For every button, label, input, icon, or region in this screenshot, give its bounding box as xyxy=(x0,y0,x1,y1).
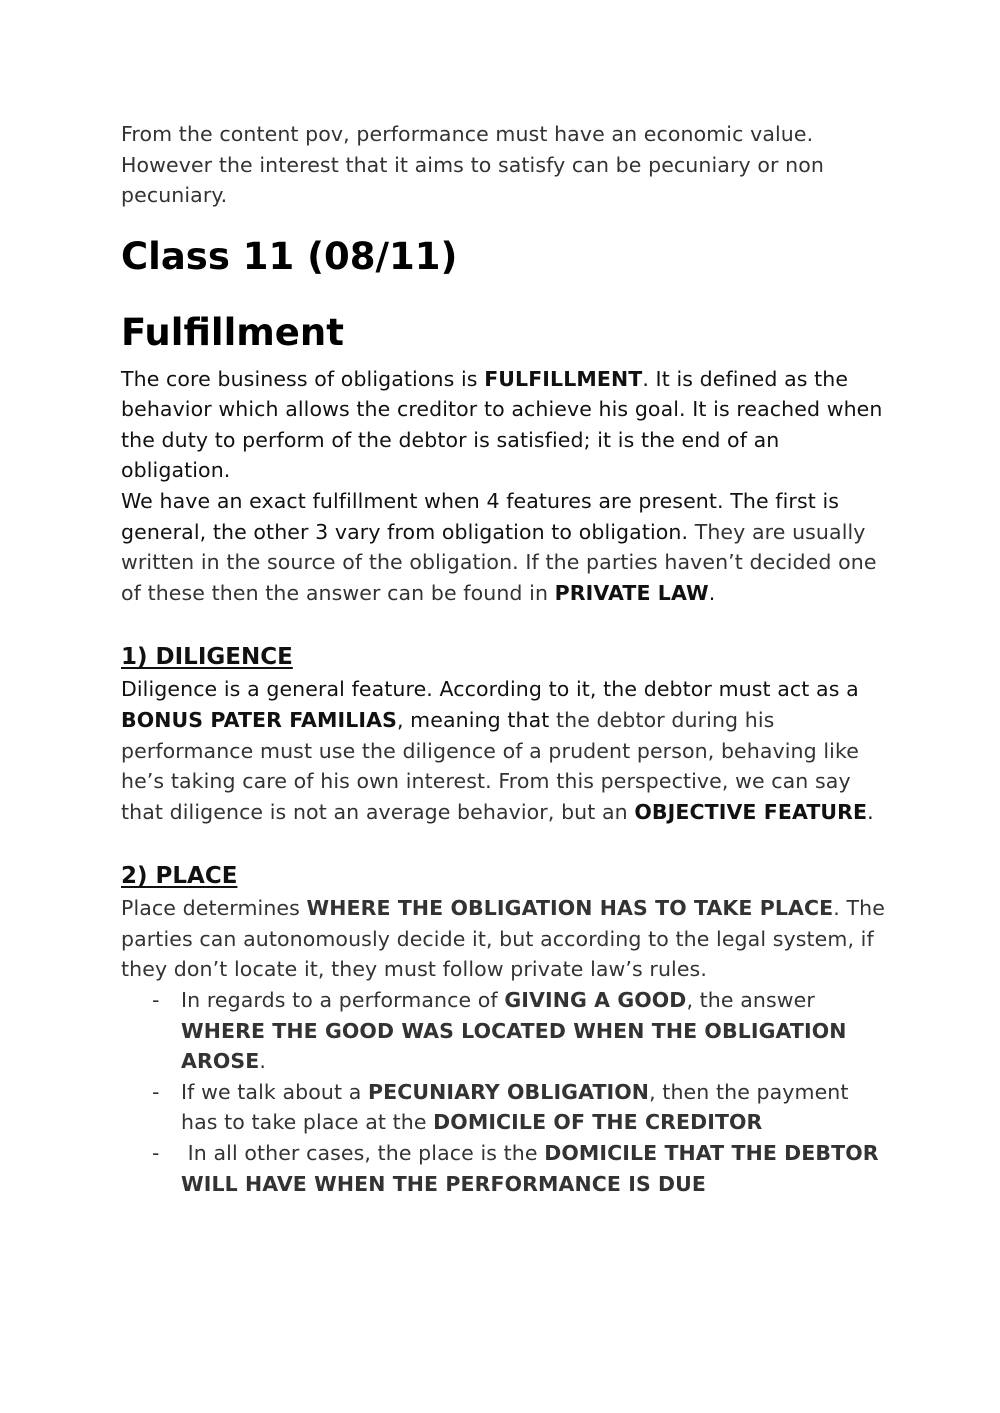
item-bold-b: DOMICILE THAT THE DEBTOR WILL HAVE WHEN THE PERFORMANCE IS DUE xyxy=(181,1141,879,1196)
place-text-a: Place determines xyxy=(121,896,307,921)
diligence-bold-2: OBJECTIVE FEATURE xyxy=(634,799,868,824)
item-text-a: In all other cases, the place is the xyxy=(181,1141,545,1166)
diligence-text-a: Diligence is a general feature. According to it, the debtor must act as a xyxy=(121,677,859,702)
item-text-c: , then the payment has to take place at the xyxy=(181,1079,849,1135)
fulfillment-paragraph-1 xyxy=(121,364,891,486)
intro-text: From the content pov, performance must have an economic value. However the interest that it aims to satisfy can be pecuniary or non pecuniary. xyxy=(121,122,824,208)
intro-paragraph xyxy=(121,119,891,211)
item-bold-b: PECUNIARY OBLIGATION xyxy=(368,1079,650,1104)
diligence-heading: 1) DILIGENCE xyxy=(121,644,293,671)
dash-bullet: - xyxy=(152,988,160,1013)
diligence-text-f: . xyxy=(867,799,874,824)
fulfillment-heading: Fulfillment xyxy=(121,311,344,355)
item-text-c: , the answer xyxy=(686,988,815,1013)
item-bold-d: DOMICILE OF THE CREDITOR xyxy=(433,1110,763,1135)
fulfillment-p2-text-b: They are usually written in the source of the obligation. If the parties haven’t decided one of these then the answer can be found in xyxy=(121,519,877,605)
fulfillment-p1-text-c: . It is defined as the behavior which allows the creditor to achieve his goal. It is reached when the duty to perform of the debtor is satisfied; it is the end of an obligation. xyxy=(121,366,883,483)
item-text-a: If we talk about a xyxy=(181,1079,369,1104)
diligence-paragraph xyxy=(121,674,891,827)
diligence-text-d: the debtor during his performance must use the diligence of a prudent person, behaving like he’s taking care of his own interest. From this perspective, we can say that diligence is not an average behavior, but an xyxy=(121,707,859,824)
fulfillment-p1-text-a: The core business of obligations is xyxy=(121,366,485,391)
document-content xyxy=(121,119,891,1199)
diligence-bold-1: BONUS PATER FAMILIAS xyxy=(121,707,397,732)
diligence-text-c: , meaning that xyxy=(396,707,556,732)
place-rules-list xyxy=(121,985,891,1199)
item-bold-b: GIVING A GOOD xyxy=(504,988,687,1013)
fulfillment-p2-bold: PRIVATE LAW xyxy=(554,580,709,605)
place-paragraph xyxy=(121,893,891,985)
place-text-c: . The parties can autonomously decide it, but according to the legal system, if they don’t locate it, they must follow private law’s rules. xyxy=(121,896,885,982)
place-bold: WHERE THE OBLIGATION HAS TO TAKE PLACE xyxy=(306,896,834,921)
list-item xyxy=(121,1077,891,1138)
fulfillment-p1-bold: FULFILLMENT xyxy=(484,366,643,391)
class-heading: Class 11 (08/11) xyxy=(121,234,458,278)
item-bold-d: WHERE THE GOOD WAS LOCATED WHEN THE OBLIGATION AROSE xyxy=(181,1018,847,1074)
list-item xyxy=(121,1138,891,1199)
dash-bullet: - xyxy=(152,1141,160,1166)
dash-bullet: - xyxy=(152,1079,160,1104)
list-item xyxy=(121,985,891,1077)
item-text-e: . xyxy=(259,1049,266,1074)
item-text-a: In regards to a performance of xyxy=(181,988,505,1013)
fulfillment-p2-text-d: . xyxy=(708,580,716,605)
fulfillment-paragraph-2 xyxy=(121,486,891,608)
place-heading: 2) PLACE xyxy=(121,863,238,890)
fulfillment-p2-text-a: We have an exact fulfillment when 4 features are present. The first is general, the other 3 vary from obligation to obligation. xyxy=(121,488,840,544)
